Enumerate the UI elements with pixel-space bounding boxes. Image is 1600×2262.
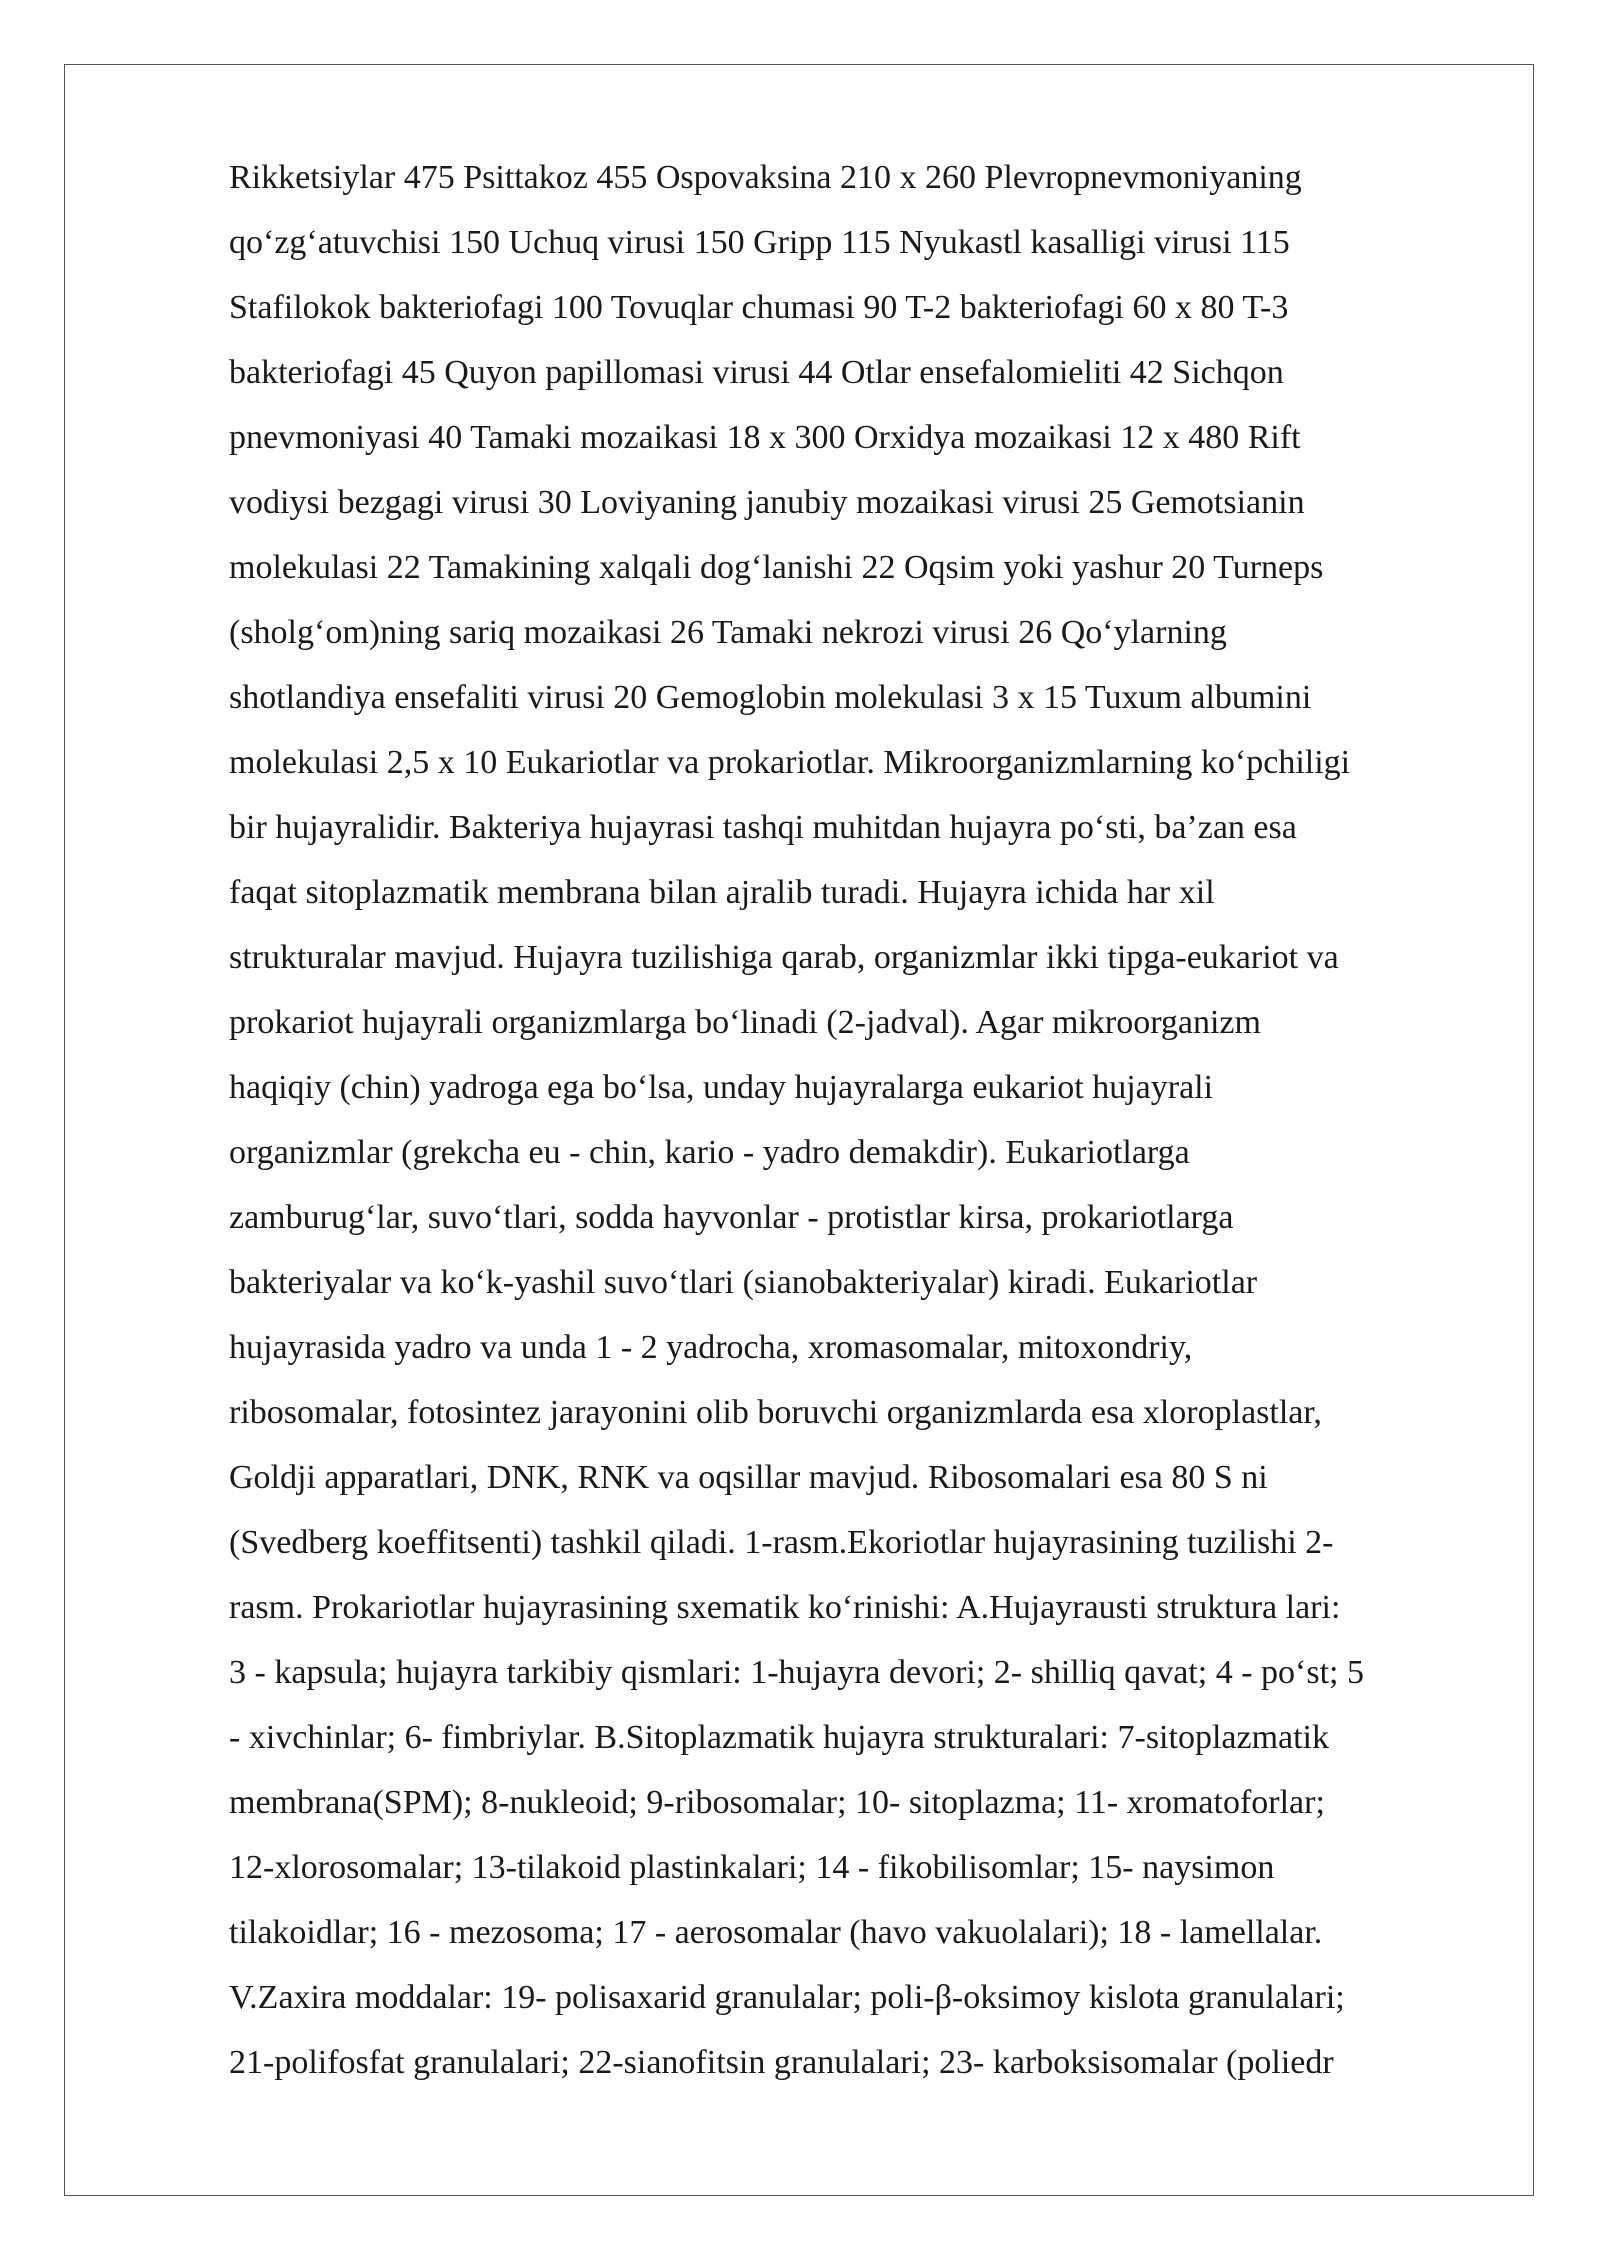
text-line: 12-xlorosomalar; 13-tilakoid plastinkalari; 14 - fikobilisomlar; 15- naysimon: [229, 1849, 1275, 1886]
text-line: vodiysi bezgagi virusi 30 Loviyaning janubiy mozaikasi virusi 25 Gemotsianin: [229, 484, 1305, 521]
text-line: (sholg‘om)ning sariq mozaikasi 26 Tamaki nekrozi virusi 26 Qo‘ylarning: [229, 614, 1227, 651]
text-line: faqat sitoplazmatik membrana bilan ajralib turadi. Hujayra ichida har xil: [229, 874, 1215, 911]
text-line: (Svedberg koeffitsenti) tashkil qiladi. 1-rasm.Ekoriotlar hujayrasining tuzilishi 2-: [229, 1524, 1334, 1561]
text-line: strukturalar mavjud. Hujayra tuzilishiga qarab, organizmlar ikki tipga-eukariot va: [229, 939, 1339, 976]
text-line: 3 - kapsula; hujayra tarkibiy qismlari: 1-hujayra devori; 2- shilliq qavat; 4 - po‘st; 5: [229, 1654, 1364, 1691]
text-line: haqiqiy (chin) yadroga ega bo‘lsa, unday hujayralarga eukariot hujayrali: [229, 1069, 1214, 1106]
text-line: organizmlar (grekcha eu - chin, kario - yadro demakdir). Eukariotlarga: [229, 1134, 1190, 1171]
text-line: molekulasi 2,5 x 10 Eukariotlar va prokariotlar. Mikroorganizmlarning ko‘pchiligi: [229, 744, 1351, 781]
text-line: hujayrasida yadro va unda 1 - 2 yadrocha, xromasomalar, mitoxondriy,: [229, 1329, 1193, 1366]
text-line: membrana(SPM); 8-nukleoid; 9-ribosomalar; 10- sitoplazma; 11- xromatoforlar;: [229, 1784, 1325, 1821]
text-line: tilakoidlar; 16 - mezosoma; 17 - aerosomalar (havo vakuolalari); 18 - lamellalar.: [229, 1914, 1323, 1951]
document-text-body: [229, 145, 1491, 2095]
text-line: V.Zaxira moddalar: 19- polisaxarid granulalar; poli-β-oksimoy kislota granulalari;: [229, 1979, 1345, 2016]
text-line: Stafilokok bakteriofagi 100 Tovuqlar chumasi 90 T-2 bakteriofagi 60 x 80 T-3: [229, 289, 1289, 326]
text-line: bir hujayralidir. Bakteriya hujayrasi tashqi muhitdan hujayra po‘sti, ba’zan esa: [229, 809, 1297, 846]
text-line: zamburug‘lar, suvo‘tlari, sodda hayvonlar - protistlar kirsa, prokariotlarga: [229, 1199, 1234, 1236]
text-line: molekulasi 22 Tamakining xalqali dog‘lanishi 22 Oqsim yoki yashur 20 Turneps: [229, 549, 1324, 586]
text-line: 21-polifosfat granulalari; 22-sianofitsin granulalari; 23- karboksisomalar (poliedr: [229, 2044, 1334, 2081]
text-line: rasm. Prokariotlar hujayrasining sxematik ko‘rinishi: A.Hujayrausti struktura lari:: [229, 1589, 1341, 1626]
text-line: bakteriofagi 45 Quyon papillomasi virusi 44 Otlar ensefalomieliti 42 Sichqon: [229, 354, 1284, 391]
text-line: Goldji apparatlari, DNK, RNK va oqsillar mavjud. Ribosomalari esa 80 S ni: [229, 1459, 1268, 1496]
text-line: bakteriyalar va ko‘k-yashil suvo‘tlari (sianobakteriyalar) kiradi. Eukariotlar: [229, 1264, 1258, 1301]
text-line: ribosomalar, fotosintez jarayonini olib boruvchi organizmlarda esa xloroplastlar,: [229, 1394, 1322, 1431]
text-line: shotlandiya ensefaliti virusi 20 Gemoglobin molekulasi 3 x 15 Tuxum albumini: [229, 679, 1312, 716]
text-line: - xivchinlar; 6- fimbriylar. B.Sitoplazmatik hujayra strukturalari: 7-sitoplazmatik: [229, 1719, 1330, 1756]
text-line: Rikketsiylar 475 Psittakoz 455 Ospovaksina 210 x 260 Plevropnevmoniyaning: [229, 159, 1302, 196]
text-line: prokariot hujayrali organizmlarga bo‘linadi (2-jadval). Agar mikroorganizm: [229, 1004, 1261, 1041]
text-line: pnevmoniyasi 40 Tamaki mozaikasi 18 x 300 Orxidya mozaikasi 12 x 480 Rift: [229, 419, 1301, 456]
text-line: qo‘zg‘atuvchisi 150 Uchuq virusi 150 Gripp 115 Nyukastl kasalligi virusi 115: [229, 224, 1290, 261]
